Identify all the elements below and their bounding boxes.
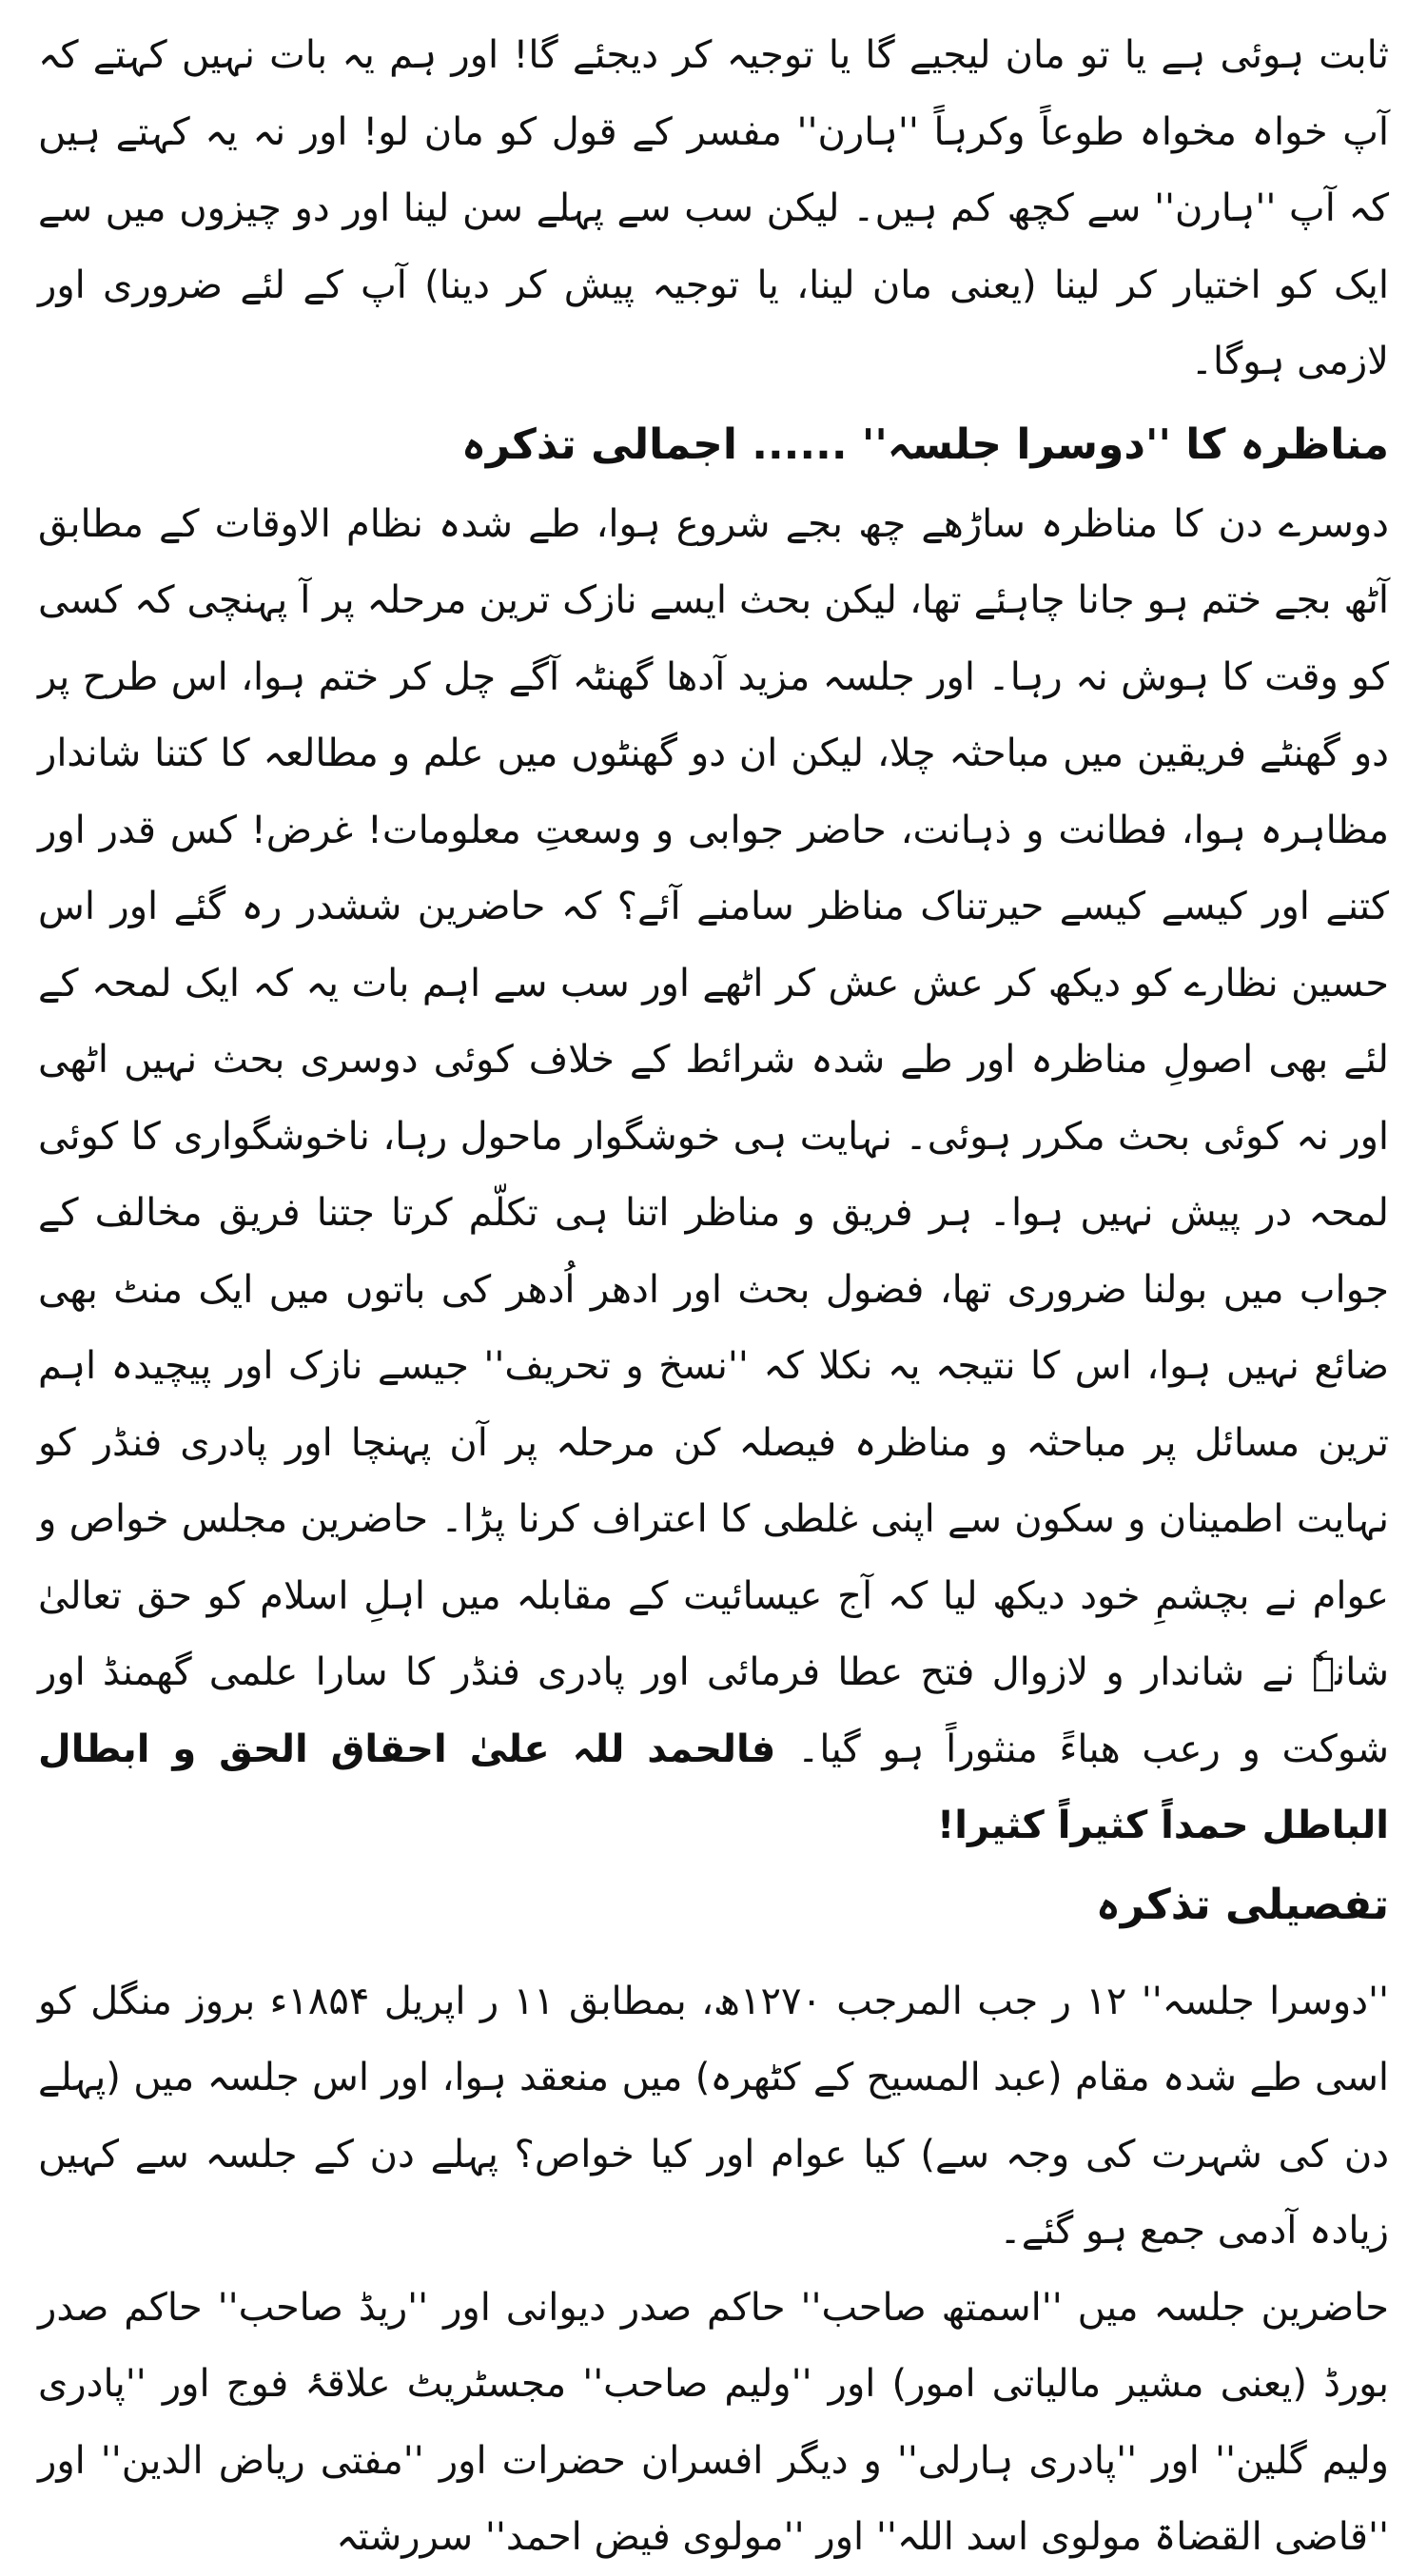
section-heading-summary: مناظرہ کا ''دوسرا جلسہ'' ...... اجمالی تذکرہ	[461, 420, 1389, 469]
summary-closing-phrase: فالحمد للہ علیٰ احقاق الحق و ابطال الباطل حمداً کثیراً کثیرا!	[38, 1727, 1389, 1847]
document-page	[38, 17, 1390, 2559]
detail-paragraph-attendees: حاضرین جلسہ میں ''اسمتھ صاحب'' حاکم صدر دیوانی اور ''ریڈ صاحب'' حاکم صدر بورڈ (یعنی مشیر مالیاتی امور) اور ''ولیم صاحب'' مجسٹریٹ علاقۂ فوج اور ''پادری ولیم گلین'' اور ''پادری ہارلی'' و دیگر افسران حضرات اور ''مفتی ریاض الدین'' اور ''قاضی القضاۃ مولوی اسد اللہ'' اور ''مولوی فیض احمد'' سررشتہ	[38, 2285, 1389, 2559]
detail-paragraph-date: ''دوسرا جلسہ'' ۱۲ ر جب المرجب ۱۲۷۰ھ، بمطابق ۱۱ ر اپریل ۱۸۵۴ء بروز منگل کو اسی طے شدہ مقام (عبد المسیح کے کٹھرہ) میں منعقد ہوا، اور اس جلسہ میں (پہلے دن کی شہرت کی وجہ سے) کیا عوام اور کیا خواص؟ پہلے دن کے جلسہ سے کہیں زیادہ آدمی جمع ہو گئے۔	[38, 1979, 1389, 2253]
summary-paragraph	[38, 486, 1389, 1864]
summary-paragraph-text: دوسرے دن کا مناظرہ ساڑھے چھ بجے شروع ہوا، طے شدہ نظام الاوقات کے مطابق آٹھ بجے ختم ہو جانا چاہئے تھا، لیکن بحث ایسے نازک ترین مرحلہ پر آ پہنچی کہ کسی کو وقت کا ہوش نہ رہا۔ اور جلسہ مزید آدھا گھنٹہ آگے چل کر ختم ہوا، اس طرح پر دو گھنٹے فریقین میں مباحثہ چلا، لیکن ان دو گھنٹوں میں علم و مطالعہ کا کتنا شاندار مظاہرہ ہوا، فطانت و ذہانت، حاضر جوابی و وسعتِ معلومات! غرض! کس قدر اور کتنے اور کیسے کیسے حیرتناک مناظر سامنے آئے؟ کہ حاضرین ششدر رہ گئے اور اس حسین نظارے کو دیکھ کر عش عش کر اٹھے اور سب سے اہم بات یہ کہ ایک لمحہ کے لئے بھی اصولِ مناظرہ اور طے شدہ شرائط کے خلاف کوئی دوسری بحث نہیں اٹھی اور نہ کوئی بحث مکرر ہوئی۔ نہایت ہی خوشگوار ماحول رہا، ناخوشگواری کا کوئی لمحہ در پیش نہیں ہوا۔ ہر فریق و مناظر اتنا ہی تکلّم کرتا جتنا فریق مخالف کے جواب میں بولنا ضروری تھا، فضول بحث اور ادھر اُدھر کی باتوں میں ایک منٹ بھی ضائع نہیں ہوا، اس کا نتیجہ یہ نکلا کہ ''نسخ و تحریف'' جیسے نازک اور پیچیدہ اہم ترین مسائل پر مباحثہ و مناظرہ فیصلہ کن مرحلہ پر آن پہنچا اور پادری فنڈر کو نہایت اطمینان و سکون سے اپنی غلطی کا اعتراف کرنا پڑا۔ حاضرین مجلس خواص و عوام نے بچشمِ خود دیکھ لیا کہ آج عیسائیت کے مقابلہ میں اہلِ اسلام کو حق تعالیٰ شانہٗ نے شاندار و لازوال فتح عطا فرمائی اور پادری فنڈر کا سارا علمی گھمنڈ اور شوکت و رعب ھباءً منثوراً ہو گیا۔	[38, 501, 1390, 1771]
section-heading-detail: تفصیلی تذکرہ	[1096, 1880, 1389, 1929]
intro-paragraph: ثابت ہوئی ہے یا تو مان لیجیے گا یا توجیہ کر دیجئے گا! اور ہم یہ بات نہیں کہتے کہ آپ خواہ مخواہ طوعاً وکرہاً ''ہارن'' مفسر کے قول کو مان لو! اور نہ یہ کہتے ہیں کہ آپ ''ہارن'' سے کچھ کم ہیں۔ لیکن سب سے پہلے سن لینا اور دو چیزوں میں سے ایک کو اختیار کر لینا (یعنی مان لینا، یا توجیہ پیش کر دینا) آپ کے لئے ضروری اور لازمی ہوگا۔	[38, 33, 1389, 383]
